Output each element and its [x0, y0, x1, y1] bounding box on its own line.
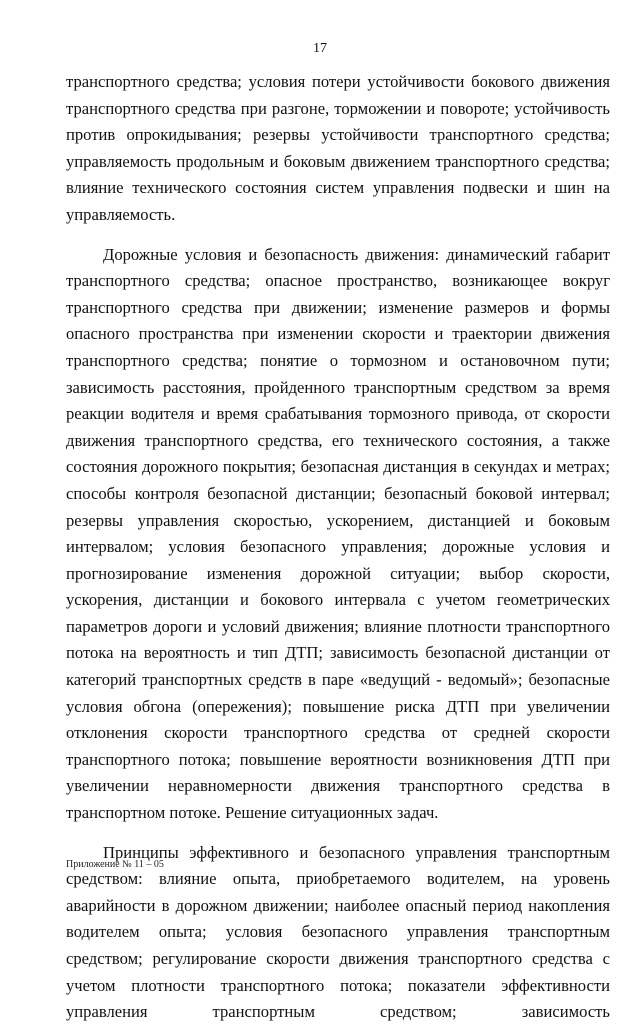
- body-text: [66, 69, 610, 1026]
- paragraph-road-conditions: Дорожные условия и безопасность движения: динамический габарит транспортного средства; опасное пространство, возникающее вокруг транспортного средства при движении; изменение размеров и формы опасного пространства при изменении скорости и траектории движения транспортного средства; понятие о тормозном и остановочном пути; зависимость расстояния, пройденного транспортным средством за время реакции водителя и время срабатывания тормозного привода, от скорости движения транспортного средства, его технического состояния, а также состояния дорожного покрытия; безопасная дистанция в секундах и метрах; способы контроля безопасной дистанции; безопасный боковой интервал; резервы управления скоростью, ускорением, дистанцией и боковым интервалом; условия безопасного управления; дорожные условия и прогнозирование изменения дорожной ситуации; выбор скорости, ускорения, дистанции и бокового интервала с учетом геометрических параметров дороги и условий движения; влияние плотности транспортного потока на вероятность и тип ДТП; зависимость безопасной дистанции от категорий транспортных средств в паре «ведущий - ведомый»; безопасные условия обгона (опережения); повышение риска ДТП при увеличении отклонения скорости транспортного средства от средней скорости транспортного потока; повышение вероятности возникновения ДТП при увеличении неравномерности движения транспортного средства в транспортном потоке. Решение ситуационных задач.: [66, 244, 610, 823]
- page-number: 17: [313, 41, 327, 56]
- footer-appendix-label: Приложение № 11 – 05: [66, 859, 164, 870]
- paragraph-continuation: транспортного средства; условия потери устойчивости бокового движения транспортного средства при разгоне, торможении и повороте; устойчивость против опрокидывания; резервы устойчивости транспортного средства; управляемость продольным и боковым движением транспортного средства; влияние технического состояния систем управления подвески и шин на управляемость.: [66, 72, 610, 224]
- paragraph-driving-principles: Принципы эффективного и безопасного управления транспортным средством: влияние опыта, приобретаемого водителем, на уровень аварийности в дорожном движении; наиболее опасный период накопления водителем опыта; условия безопасного управления транспортным средством; регулирование скорости движения транспортного средства с учетом плотности транспортного потока; показатели эффективности управления транспортным средством; зависимость: [66, 842, 610, 1022]
